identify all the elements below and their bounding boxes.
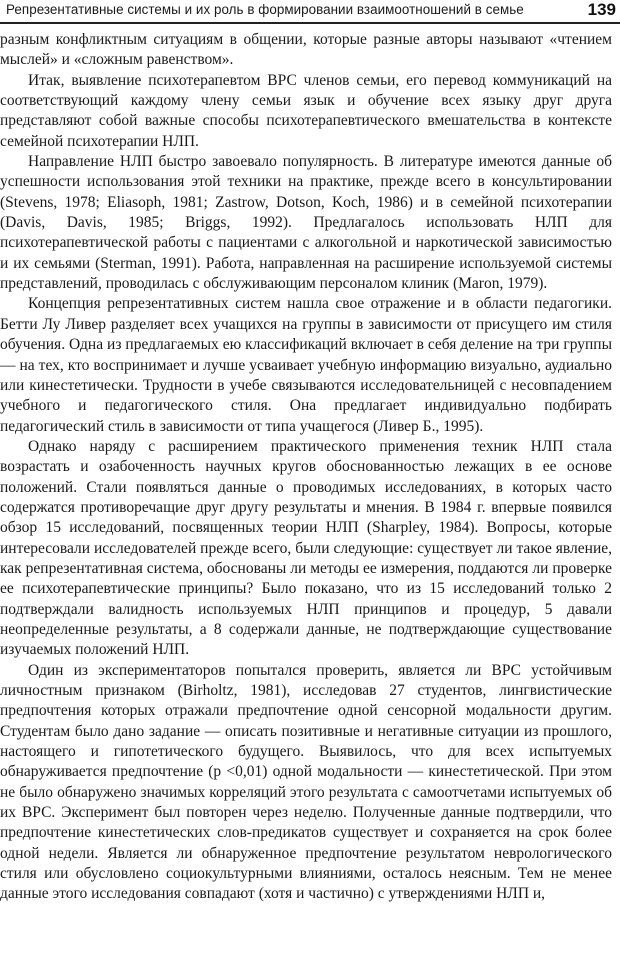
paragraph: Направление НЛП быстро завоевало популярность. В литературе имеются данные об успешности использования этой техники на практике, прежде всего в консультировании (Stevens, 1978; Eliasoph, 1981; Zastrow, Dotson, Koch, 1986) и в семейной психотерапии (Davis, Davis, 1985; Briggs, 1992). Предлагалось использовать НЛП для психотерапевтической работы с пациентами с алкогольной и наркотической зависимостью и их семьями (Sterman, 1991). Работа, направленная на расширение используемой системы представлений, проводилась с обслуживающим персоналом клиник (Maron, 1979).	[0, 153, 612, 293]
paragraph: Один из экспериментаторов попытался проверить, является ли ВРС устойчивым личностным признаком (Birholtz, 1981), исследовав 27 студентов, лингвистические предпочтения которых отражали предпочтение одной сенсорной модальности другим. Студентам было дано задание — описать позитивные и негативные ситуации из прошлого, настоящего и гипотетического будущего. Выявилось, что для всех испытуемых обнаруживается предпочтение (p <0,01) одной модальности — кинестетической. При этом не было обнаружено значимых корреляций этого результата с самоотчетами испытуемых об их ВРС. Эксперимент был повторен через неделю. Полученные данные подтвердили, что предпочтение кинестетических слов-предикатов существует и сохраняется на срок более одной недели. Является ли обнаруженное предпочтение результатом неврологического стиля или обусловлено социокультурными влияниями, осталось неясным. Тем не менее данные этого исследования совпадают (хотя и частично) с утверждениями НЛП и,	[0, 661, 612, 903]
paragraph: Итак, выявление психотерапевтом ВРС членов семьи, его перевод коммуникаций на соответствующий каждому члену семьи язык и обучение всех языку друг друга представляют собой важные способы психотерапевтического вмешательства в контексте семейной психотерапии НЛП.	[0, 71, 612, 150]
page-number: 139	[587, 0, 616, 19]
paragraph: Концепция репрезентативных систем нашла свое отражение и в области педагогики. Бетти Лу Ливер разделяет всех учащихся на группы в зависимости от присущего им стиля обучения. Одна из предлагаемых ею классификаций включает в себя деление на три группы — на тех, кто воспринимает и лучше усваивает учебную информацию визуально, аудиально или кинестетически. Трудности в учебе связываются исследовательницей с несовпадением учебного и педагогического стиля. Она предлагает индивидуально подбирать педагогический стиль в зависимости от типа учащегося (Ливер Б., 1995).	[0, 295, 612, 435]
body-text	[0, 30, 612, 905]
page-header	[0, 0, 620, 24]
paragraph: Однако наряду с расширением практического применения техник НЛП стала возрастать и озабоченность научных кругов обоснованностью лежащих в ее основе положений. Стали появляться данные о проводимых исследованиях, в которых часто содержатся противоречащие друг другу результаты и мнения. В 1984 г. впервые появился обзор 15 исследований, посвященных теории НЛП (Sharpley, 1984). Вопросы, которые интересовали исследователей прежде всего, были следующие: существует ли такое явление, как репрезентативная система, обоснованы ли методы ее измерения, поддаются ли проверке ее психотерапевтические принципы? Было показано, что из 15 исследований только 2 подтверждали валидность используемых НЛП принципов и процедур, 5 давали неопределенные результаты, а 8 содержали данные, не подтверждающие существование изучаемых положений НЛП.	[0, 437, 612, 659]
paragraph-continuation: разным конфликтным ситуациям в общении, которые разные авторы называют «чтением мыслей» и «сложным равенством».	[0, 31, 612, 69]
running-head: Репрезентативные системы и их роль в формировании взаимоотношений в семье	[6, 2, 524, 17]
